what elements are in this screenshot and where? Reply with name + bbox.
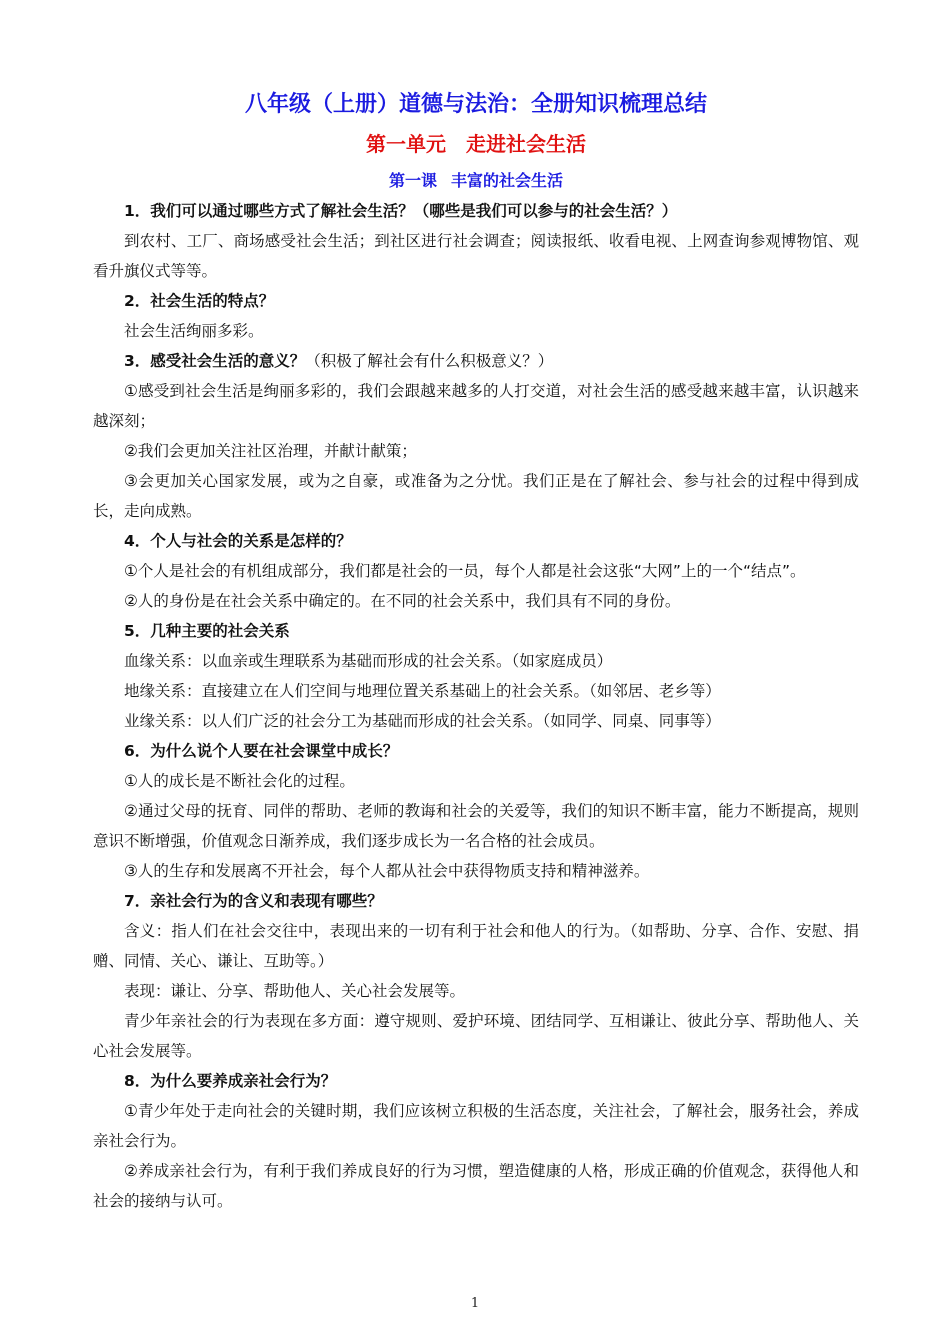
question-heading [93, 346, 859, 376]
answer-paragraph: ②人的身份是在社会关系中确定的。在不同的社会关系中，我们具有不同的身份。 [124, 592, 681, 610]
section-8 [93, 1066, 859, 1216]
section-6 [93, 736, 859, 886]
section-2 [93, 286, 859, 346]
answer-paragraph: ①人的成长是不断社会化的过程。 [124, 772, 355, 790]
answer-paragraph: ③人的生存和发展离不开社会，每个人都从社会中获得物质支持和精神滋养。 [124, 862, 650, 880]
answer-paragraph: ①青少年处于走向社会的关键时期，我们应该树立积极的生活态度，关注社会，了解社会，服务社会，养成亲社会行为。 [93, 1102, 859, 1150]
answer-paragraph: 血缘关系：以血亲或生理联系为基础而形成的社会关系。（如家庭成员） [124, 652, 613, 670]
question-heading: 8．为什么要养成亲社会行为？ [124, 1072, 337, 1090]
question-heading: 6．为什么说个人要在社会课堂中成长？ [124, 742, 399, 760]
answer-paragraph: ③会更加关心国家发展，或为之自豪，或准备为之分忧。我们正是在了解社会、参与社会的过程中得到成长，走向成熟。 [93, 472, 859, 520]
lesson-label: 第一课 [388, 171, 437, 190]
page-number: 1 [470, 1296, 480, 1311]
document-page [93, 88, 859, 1216]
answer-paragraph: ②养成亲社会行为，有利于我们养成良好的行为习惯，塑造健康的人格，形成正确的价值观念，获得他人和社会的接纳与认可。 [93, 1162, 859, 1210]
question-text: 3．感受社会生活的意义？ [124, 352, 306, 370]
question-heading: 4．个人与社会的关系是怎样的？ [124, 532, 352, 550]
answer-paragraph: 业缘关系：以人们广泛的社会分工为基础而形成的社会关系。（如同学、同桌、同事等） [124, 712, 721, 730]
answer-paragraph: 到农村、工厂、商场感受社会生活；到社区进行社会调查；阅读报纸、收看电视、上网查询参观博物馆、观看升旗仪式等等。 [93, 232, 859, 280]
question-aside: （积极了解社会有什么积极意义？） [305, 352, 554, 370]
answer-paragraph: 含义：指人们在社会交往中，表现出来的一切有利于社会和他人的行为。（如帮助、分享、合作、安慰、捐赠、同情、关心、谦让、互助等。） [93, 922, 859, 970]
lesson-heading [93, 166, 859, 196]
answer-paragraph: 青少年亲社会的行为表现在多方面：遵守规则、爱护环境、团结同学、互相谦让、彼此分享、帮助他人、关心社会发展等。 [93, 1012, 859, 1060]
answer-paragraph: ①个人是社会的有机组成部分，我们都是社会的一员，每个人都是社会这张“大网”上的一个“结点”。 [124, 562, 806, 580]
question-heading: 2．社会生活的特点？ [124, 292, 275, 310]
unit-heading: 第一单元 走进社会生活 [366, 132, 586, 156]
lesson-name: 丰富的社会生活 [451, 171, 564, 190]
question-heading: 1．我们可以通过哪些方式了解社会生活？（哪些是我们可以参与的社会生活？） [124, 202, 678, 220]
answer-paragraph: 社会生活绚丽多彩。 [124, 322, 264, 340]
answer-paragraph: ②通过父母的抚育、同伴的帮助、老师的教诲和社会的关爱等，我们的知识不断丰富，能力不断提高，规则意识不断增强，价值观念日渐养成，我们逐步成长为一名合格的社会成员。 [93, 802, 859, 850]
answer-paragraph: ①感受到社会生活是绚丽多彩的，我们会跟越来越多的人打交道，对社会生活的感受越来越丰富，认识越来越深刻； [93, 382, 859, 430]
answer-paragraph: 地缘关系：直接建立在人们空间与地理位置关系基础上的社会关系。（如邻居、老乡等） [124, 682, 721, 700]
question-heading: 7．亲社会行为的含义和表现有哪些？ [124, 892, 383, 910]
section-1 [93, 196, 859, 286]
answer-paragraph: ②我们会更加关注社区治理，并献计献策； [124, 442, 417, 460]
section-3 [93, 346, 859, 526]
section-7 [93, 886, 859, 1066]
section-5 [93, 616, 859, 736]
question-heading: 5．几种主要的社会关系 [124, 622, 290, 640]
document-title: 八年级（上册）道德与法治：全册知识梳理总结 [244, 92, 707, 117]
section-4 [93, 526, 859, 616]
answer-paragraph: 表现：谦让、分享、帮助他人、关心社会发展等。 [124, 982, 466, 1000]
